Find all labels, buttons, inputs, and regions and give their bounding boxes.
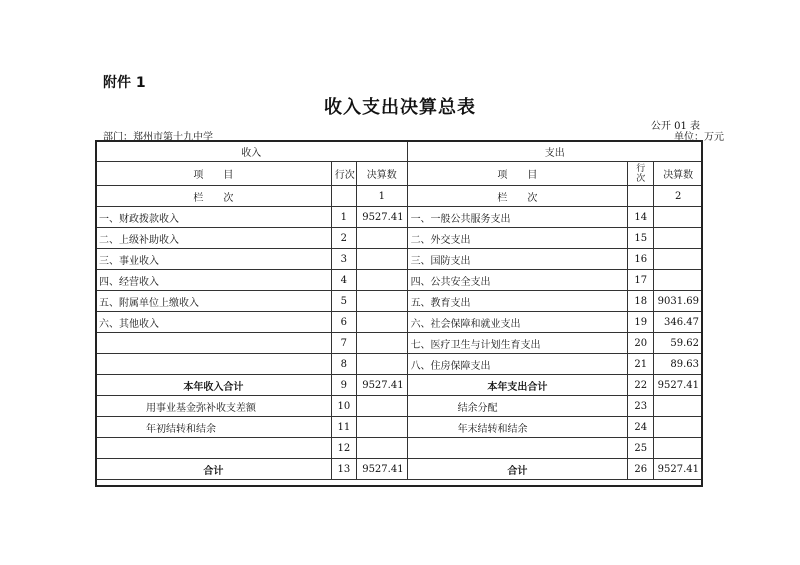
- income-amount: [356, 291, 407, 312]
- income-line: 1: [331, 207, 356, 228]
- income-column-label: 栏 次: [96, 186, 332, 207]
- income-line: 6: [331, 312, 356, 333]
- expense-item: 八、住房保障支出: [407, 354, 628, 375]
- income-item: 六、其他收入: [96, 312, 332, 333]
- income-item: 一、财政拨款收入: [96, 207, 332, 228]
- expense-line: 26: [628, 459, 654, 480]
- expense-line: 17: [628, 270, 654, 291]
- table-row: [96, 333, 703, 354]
- expense-item: 本年支出合计: [407, 375, 628, 396]
- expense-item: 三、国防支出: [407, 249, 628, 270]
- income-item: 三、事业收入: [96, 249, 332, 270]
- income-item: 合计: [96, 459, 332, 480]
- page-title: 收入支出决算总表: [324, 97, 476, 118]
- expense-item: 五、教育支出: [407, 291, 628, 312]
- expense-amount: 9527.41: [654, 459, 703, 480]
- income-item: 用事业基金弥补收支差额: [96, 396, 332, 417]
- expense-line: 15: [628, 228, 654, 249]
- expense-column-index: 2: [654, 186, 703, 207]
- income-amount: 9527.41: [356, 207, 407, 228]
- column-header-row: [96, 162, 703, 186]
- expense-item: 一、一般公共服务支出: [407, 207, 628, 228]
- expense-amount: [654, 396, 703, 417]
- expense-line: 23: [628, 396, 654, 417]
- expense-amount: 9527.41: [654, 375, 703, 396]
- expense-amount: [654, 438, 703, 459]
- income-line: 12: [331, 438, 356, 459]
- section-header-row: [96, 141, 703, 162]
- income-amount: [356, 249, 407, 270]
- income-item: 本年收入合计: [96, 375, 332, 396]
- income-item: 五、附属单位上缴收入: [96, 291, 332, 312]
- table-row: [96, 354, 703, 375]
- income-amount: [356, 396, 407, 417]
- income-amount: [356, 333, 407, 354]
- income-item: [96, 438, 332, 459]
- expense-line: 24: [628, 417, 654, 438]
- expense-amount: [654, 249, 703, 270]
- table-row: [96, 312, 703, 333]
- income-line-header: 行次: [331, 162, 356, 186]
- income-line: 8: [331, 354, 356, 375]
- income-line: 3: [331, 249, 356, 270]
- table-row: [96, 396, 703, 417]
- income-item: 二、上级补助收入: [96, 228, 332, 249]
- expense-line: 16: [628, 249, 654, 270]
- expense-item: [407, 438, 628, 459]
- table-row: [96, 417, 703, 438]
- unit-label: 单位：万元: [674, 132, 724, 143]
- income-line: 4: [331, 270, 356, 291]
- expense-item: 四、公共安全支出: [407, 270, 628, 291]
- expense-line: 21: [628, 354, 654, 375]
- expense-amount: [654, 207, 703, 228]
- table-row: [96, 228, 703, 249]
- expense-item: 七、医疗卫生与计划生育支出: [407, 333, 628, 354]
- form-number: 公开 01 表: [650, 121, 700, 132]
- table-row: [96, 270, 703, 291]
- income-amount: [356, 354, 407, 375]
- table-row: [96, 207, 703, 228]
- expense-amount: [654, 270, 703, 291]
- expense-item: 合计: [407, 459, 628, 480]
- expense-amount-header: 决算数: [654, 162, 703, 186]
- income-header: 收入: [96, 141, 408, 162]
- expense-amount: 9031.69: [654, 291, 703, 312]
- table-row: [96, 291, 703, 312]
- income-amount-header: 决算数: [356, 162, 407, 186]
- income-amount: [356, 312, 407, 333]
- expense-item: 年末结转和结余: [407, 417, 628, 438]
- income-column-line: [331, 186, 356, 207]
- total-row: [96, 459, 703, 480]
- subtotal-row: [96, 375, 703, 396]
- income-item-header: 项 目: [96, 162, 332, 186]
- income-line: 5: [331, 291, 356, 312]
- expense-line-header: 行 次: [628, 162, 654, 186]
- expense-item: 二、外交支出: [407, 228, 628, 249]
- expense-line: 25: [628, 438, 654, 459]
- attachment-label: 附件 1: [103, 75, 146, 91]
- income-item: [96, 333, 332, 354]
- expense-amount: 89.63: [654, 354, 703, 375]
- income-item: [96, 354, 332, 375]
- expense-line: 20: [628, 333, 654, 354]
- expense-amount: 346.47: [654, 312, 703, 333]
- income-line: 11: [331, 417, 356, 438]
- column-index-row: [96, 186, 703, 207]
- expense-line: 14: [628, 207, 654, 228]
- expense-item: 结余分配: [407, 396, 628, 417]
- expense-line: 19: [628, 312, 654, 333]
- income-column-index: 1: [356, 186, 407, 207]
- income-line: 9: [331, 375, 356, 396]
- income-item: 年初结转和结余: [96, 417, 332, 438]
- income-line: 2: [331, 228, 356, 249]
- income-line: 7: [331, 333, 356, 354]
- expense-amount: [654, 417, 703, 438]
- table-row: [96, 438, 703, 459]
- income-amount: [356, 438, 407, 459]
- income-amount: 9527.41: [356, 375, 407, 396]
- expense-column-label: 栏 次: [407, 186, 628, 207]
- income-line: 13: [331, 459, 356, 480]
- table-row: [96, 249, 703, 270]
- expense-line: 18: [628, 291, 654, 312]
- expense-header: 支出: [407, 141, 702, 162]
- expense-item-header: 项 目: [407, 162, 628, 186]
- expense-amount: [654, 228, 703, 249]
- expense-item: 六、社会保障和就业支出: [407, 312, 628, 333]
- income-amount: 9527.41: [356, 459, 407, 480]
- income-amount: [356, 417, 407, 438]
- expense-column-line: [628, 186, 654, 207]
- expense-amount: 59.62: [654, 333, 703, 354]
- summary-table: [95, 140, 703, 480]
- expense-line: 22: [628, 375, 654, 396]
- department-label: 部门：郑州市第十九中学: [103, 132, 213, 143]
- income-amount: [356, 228, 407, 249]
- income-amount: [356, 270, 407, 291]
- income-line: 10: [331, 396, 356, 417]
- income-item: 四、经营收入: [96, 270, 332, 291]
